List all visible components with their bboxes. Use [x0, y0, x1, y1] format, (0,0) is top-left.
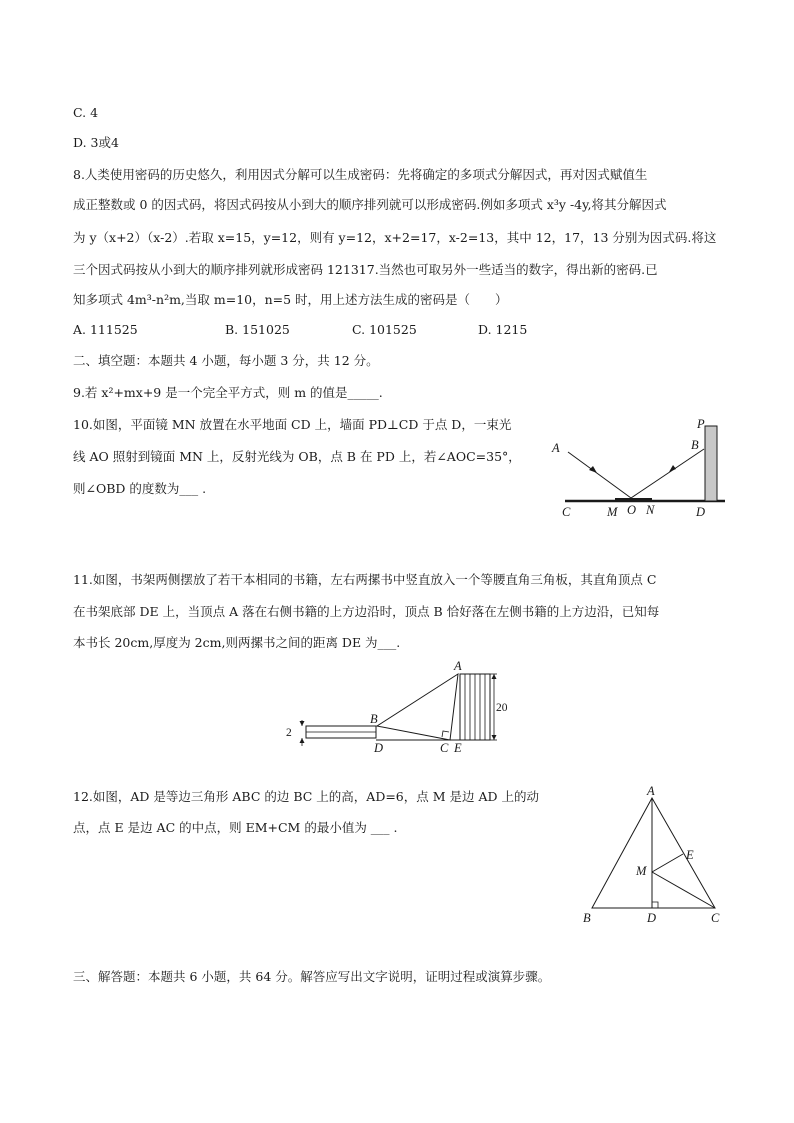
label-a: A — [647, 784, 655, 798]
label-b: B — [370, 712, 378, 726]
triangle-abc — [377, 674, 458, 740]
arrow-ob — [669, 465, 676, 472]
q12-triangle-figure — [576, 784, 736, 932]
label-d: D — [647, 911, 657, 925]
label-a: A — [454, 659, 462, 673]
label-d: D — [696, 505, 706, 519]
label-m: M — [636, 864, 647, 878]
label-b: B — [583, 911, 591, 925]
q7-option-c: C. 4 — [73, 105, 99, 120]
q8-line-4: 三个因式码按从小到大的顺序排列就形成密码 121317.当然也可取另外一些适当的数字，得出新的密码.已 — [73, 262, 658, 277]
q7-option-d: D. 3或4 — [73, 135, 119, 150]
q8-line-1: 8.人类使用密码的历史悠久，利用因式分解可以生成密码：先将确定的多项式分解因式，再对因式赋值生 — [73, 167, 648, 182]
arrow-ao — [589, 466, 597, 473]
section-2-heading: 二、填空题：本题共 4 小题，每小题 3 分，共 12 分。 — [73, 353, 379, 368]
wall-pd — [705, 426, 717, 501]
q10-mirror-figure — [545, 412, 735, 522]
dim-left-2: 2 — [286, 727, 292, 739]
q11-line-2: 在书架底部 DE 上，当顶点 A 落在右侧书籍的上方边沿时，顶点 B 恰好落在左侧书籍的上方边沿，已知每 — [73, 604, 660, 619]
label-m: M — [607, 505, 618, 519]
label-c: C — [711, 911, 720, 925]
q8-option-d: D. 1215 — [478, 322, 528, 337]
segment-em — [652, 854, 683, 872]
q8-option-a: A. 111525 — [73, 322, 138, 337]
q11-line-3: 本书长 20cm,厚度为 2cm,则两摞书之间的距离 DE 为___. — [73, 635, 401, 650]
label-n: N — [646, 503, 655, 517]
q12-line-2: 点，点 E 是边 AC 的中点，则 EM+CM 的最小值为 ___ . — [73, 820, 398, 835]
segment-cm — [652, 872, 715, 908]
q8-line-2: 成正整数或 0 的因式码，将因式码按从小到大的顺序排列就可以形成密码.例如多项式 x³y -4y,将其分解因式 — [73, 197, 667, 212]
q8-option-b: B. 151025 — [225, 322, 290, 337]
label-d: D — [374, 741, 384, 755]
label-e: E — [454, 741, 462, 755]
q12-line-1: 12.如图，AD 是等边三角形 ABC 的边 BC 上的高，AD=6，点 M 是边 AD 上的动 — [73, 789, 540, 804]
q9-text: 9.若 x²+mx+9 是一个完全平方式，则 m 的值是_____. — [73, 385, 383, 400]
q11-bookshelf-figure — [282, 656, 522, 756]
mirror-mn — [615, 498, 652, 502]
label-o: O — [627, 503, 637, 517]
label-p: P — [697, 417, 705, 431]
ray-ob — [631, 449, 704, 498]
q8-option-c: C. 101525 — [352, 322, 417, 337]
q10-line-3: 则∠OBD 的度数为___ . — [73, 481, 207, 496]
q10-line-2: 线 AO 照射到镜面 MN 上，反射光线为 OB，点 B 在 PD 上，若∠AOC=35°， — [73, 449, 521, 464]
q8-line-5: 知多项式 4m³-n²m,当取 m=10，n=5 时，用上述方法生成的密码是（ ） — [73, 292, 508, 307]
q8-line-3: 为 y（x+2）（x-2）.若取 x=15，y=12，则有 y=12，x+2=17，x-2=13，其中 12，17，13 分别为因式码.将这 — [73, 230, 717, 245]
label-e: E — [686, 848, 694, 862]
label-b: B — [691, 438, 699, 452]
q11-line-1: 11.如图，书架两侧摆放了若干本相同的书籍，左右两摞书中竖直放入一个等腰直角三角板，其直角顶点 C — [73, 572, 657, 587]
dim-right-20: 20 — [496, 702, 508, 714]
label-c: C — [562, 505, 571, 519]
section-3-heading: 三、解答题：本题共 6 小题，共 64 分。解答应写出文字说明，证明过程或演算步骤。 — [73, 969, 551, 984]
q10-line-1: 10.如图，平面镜 MN 放置在水平地面 CD 上，墙面 PD⊥CD 于点 D，一束光 — [73, 417, 512, 432]
label-a: A — [552, 441, 560, 455]
triangle-abc — [592, 798, 715, 908]
ray-ao — [568, 452, 631, 498]
label-c: C — [440, 741, 449, 755]
